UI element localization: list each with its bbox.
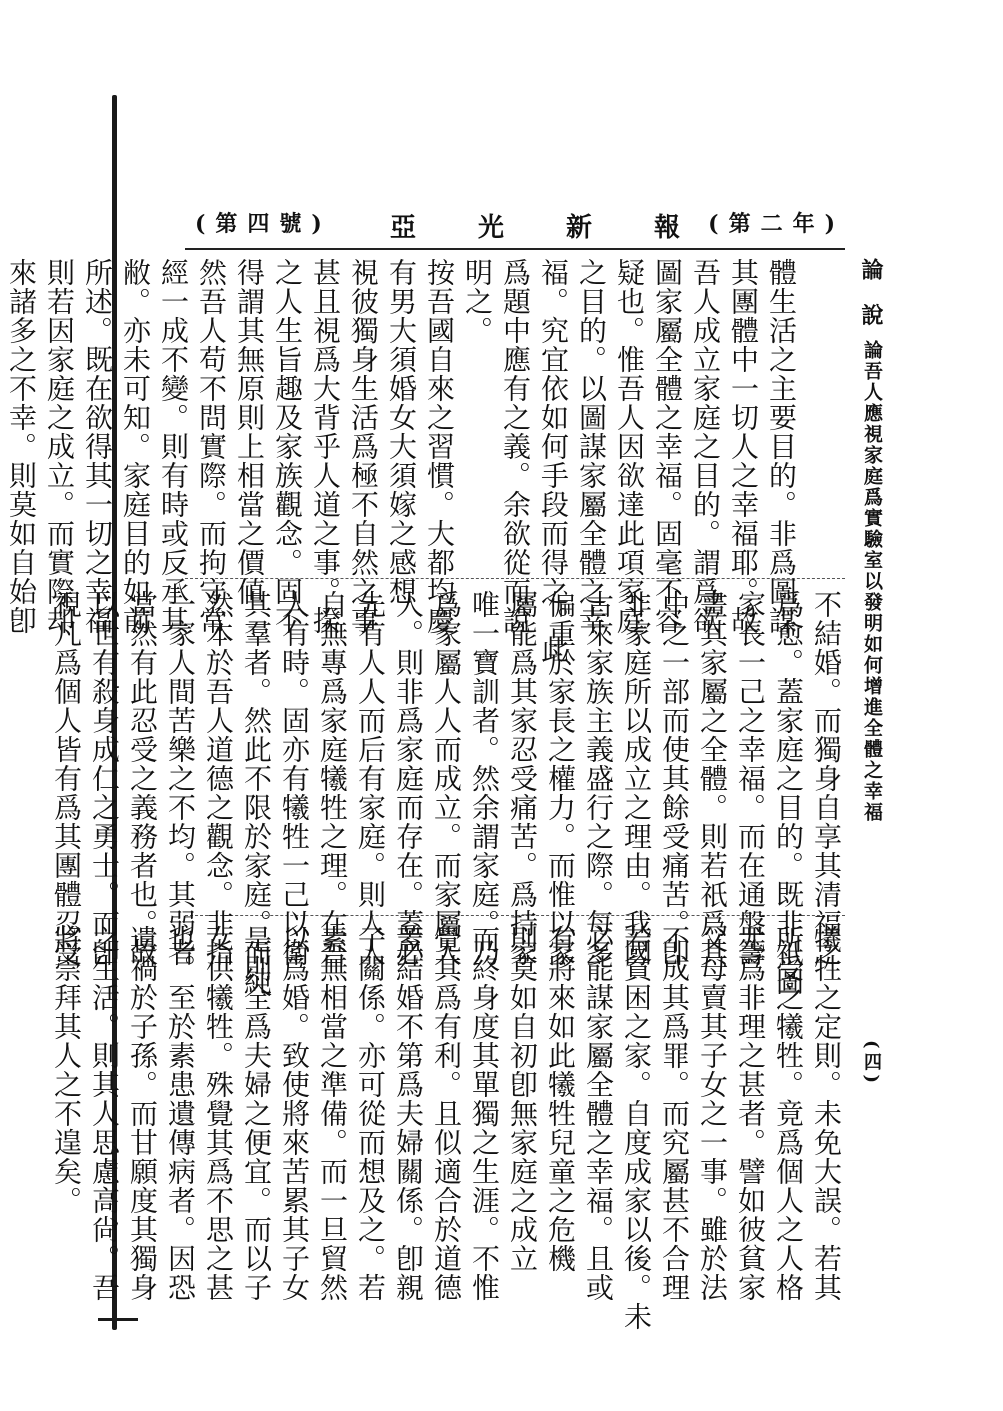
text-column: 其團體中一切人之幸福耶。故 (727, 258, 760, 635)
text-column: 犧牲之定則。未免大誤。若其 (810, 925, 843, 1302)
text-column: 敝。亦未可知。家庭目的如前 (119, 258, 152, 635)
text-column: 則若因家庭之成立。而實際却 (43, 258, 76, 635)
text-column: 圖家屬全體之幸福。固毫不容 (651, 258, 684, 635)
text-column: 非家庭所以成立之理由。我國 (620, 590, 653, 967)
text-column: 屬能爲其家忍受痛苦。爲持家 (506, 590, 539, 967)
text-column: 將崇拜其人之不遑矣。 (50, 925, 83, 1215)
text-column: 自無專爲家庭犧牲之理。在吾 (316, 590, 349, 967)
text-column: 按吾國自來之習慣。大都均慶 (423, 258, 456, 635)
text-column: 經一成不變。則有時或反承其 (157, 258, 190, 635)
text-column: 則莫如自初卽無家庭之成立 (506, 925, 539, 1273)
text-column: 以世有殺身成仁之勇士。而卽 (88, 590, 121, 967)
text-column: 畫其家屬之全體。則若祇爲其 (696, 590, 729, 967)
newspaper-name: 亞光新報 (390, 213, 743, 243)
text-column: 爲家屬人人而成立。而家屬人 (430, 590, 463, 967)
text-column: 福。究宜依如何手段而得之。此 (537, 258, 570, 664)
page-number: (四) (861, 1040, 882, 1088)
text-column: 疑也。惟吾人因欲達此項家庭 (613, 258, 646, 635)
text-column: 然本於吾人道德之觀念。非指 (202, 590, 235, 967)
text-column: 而終身度其單獨之生涯。不惟 (468, 925, 501, 1302)
text-column: 有男大須婚女大須嫁之感想 (385, 258, 418, 606)
header-rule (185, 248, 845, 250)
text-column: 甚且視爲大背乎人道之事。揆 (309, 258, 342, 635)
text-column: 子關係。亦可從而想及之。若 (354, 925, 387, 1302)
text-column: 爲愈。蓋家庭之目的。既非祇圖 (772, 590, 805, 996)
text-column: 父母賣其子女之一事。雖於法 (696, 925, 729, 1302)
text-column: 唯一寶訓者。然余謂家庭。乃 (468, 590, 501, 967)
text-column: 人。則非爲家庭而存在。蓋必 (392, 590, 425, 967)
text-column: 然吾人苟不問實際。而拘守常 (195, 258, 228, 635)
text-column: 體生活之主要目的。非爲圖謀 (765, 258, 798, 635)
binding-rule-foot (98, 1318, 138, 1321)
text-column: 古來家族主義盛行之際。每多 (582, 590, 615, 967)
text-column: 不成其爲罪。而究屬甚不合理 (658, 925, 691, 1302)
text-column: 明之。 (461, 258, 494, 345)
text-column: 人有時。固亦有犧牲一己以衛 (278, 590, 311, 967)
text-column: 其羣者。然此不限於家庭。而純 (240, 590, 273, 996)
text-column: 是則全爲夫婦之便宜。而以子 (240, 925, 273, 1302)
text-block-bottom (50, 925, 845, 1331)
text-column: 家長一己之幸福。而在通盤籌 (734, 590, 767, 967)
text-column: 爲題中應有之義。余欲從而說 (499, 258, 532, 635)
text-column: 之人生旨趣及家族觀念。固不 (271, 258, 304, 635)
article-title: 論吾人應視家庭爲實驗室以發明如何增進全體之幸福 (861, 340, 883, 823)
text-column: 所受之犧牲。竟爲個人之人格 (772, 925, 805, 1302)
text-column: 遺禍於子孫。而甘願度其獨身 (126, 925, 159, 1302)
text-block-top (5, 258, 800, 664)
publication-year: (第二年) (708, 211, 845, 237)
text-column: 之生活。則其人思慮高尙。吾 (88, 925, 121, 1302)
text-column: 視彼獨身生活爲極不自然之事 (347, 258, 380, 635)
text-column: 素無相當之準備。而一旦貿然 (316, 925, 349, 1302)
text-column: 有將來如此犧牲兒童之危機 (544, 925, 577, 1273)
text-column: 也。至於素患遺傳病者。因恐 (164, 925, 197, 1302)
text-column: 不結婚。而獨身自享其清福之 (810, 590, 843, 967)
text-column: 視凡爲個人皆有爲其團體忍受 (50, 590, 83, 967)
page-header (185, 207, 845, 247)
text-column: 偏重於家長之權力。而惟以家 (544, 590, 577, 967)
text-column: 之目的。以圖謀家屬全體之幸 (575, 258, 608, 635)
text-column: 中之一部而使其餘受痛苦。卽 (658, 590, 691, 967)
text-column: 尤爲非理之甚者。譬如彼貧家 (734, 925, 767, 1302)
text-column: 以爲婚。致使將來苦累其子女 (278, 925, 311, 1302)
text-column: 所述。既在欲得其一切之幸福 (81, 258, 114, 635)
text-column: 若貧困之家。自度成家以後。未 (620, 925, 653, 1331)
issue-number: (第四號) (195, 211, 332, 237)
text-block-middle (50, 590, 845, 996)
text-column: 一家人間苦樂之不均。其弱者 (164, 590, 197, 967)
article-category: 論 說 (858, 258, 884, 334)
text-column: 必能謀家屬全體之幸福。且或 (582, 925, 615, 1302)
text-column: 來諸多之不幸。則莫如自始卽 (5, 258, 38, 635)
text-column: 當然有此忍受之義務者也。故 (126, 590, 159, 967)
text-column: 蓋結婚不第爲夫婦關係。卽親 (392, 925, 425, 1302)
text-column: 覺其爲有利。且似適合於道德 (430, 925, 463, 1302)
text-column: 女供犧牲。殊覺其爲不思之甚 (202, 925, 235, 1302)
text-column: 先有人人而后有家庭。則人人 (354, 590, 387, 967)
text-column: 得謂其無原則上相當之價値 (233, 258, 266, 606)
text-column: 吾人成立家庭之目的。謂爲欲 (689, 258, 722, 635)
